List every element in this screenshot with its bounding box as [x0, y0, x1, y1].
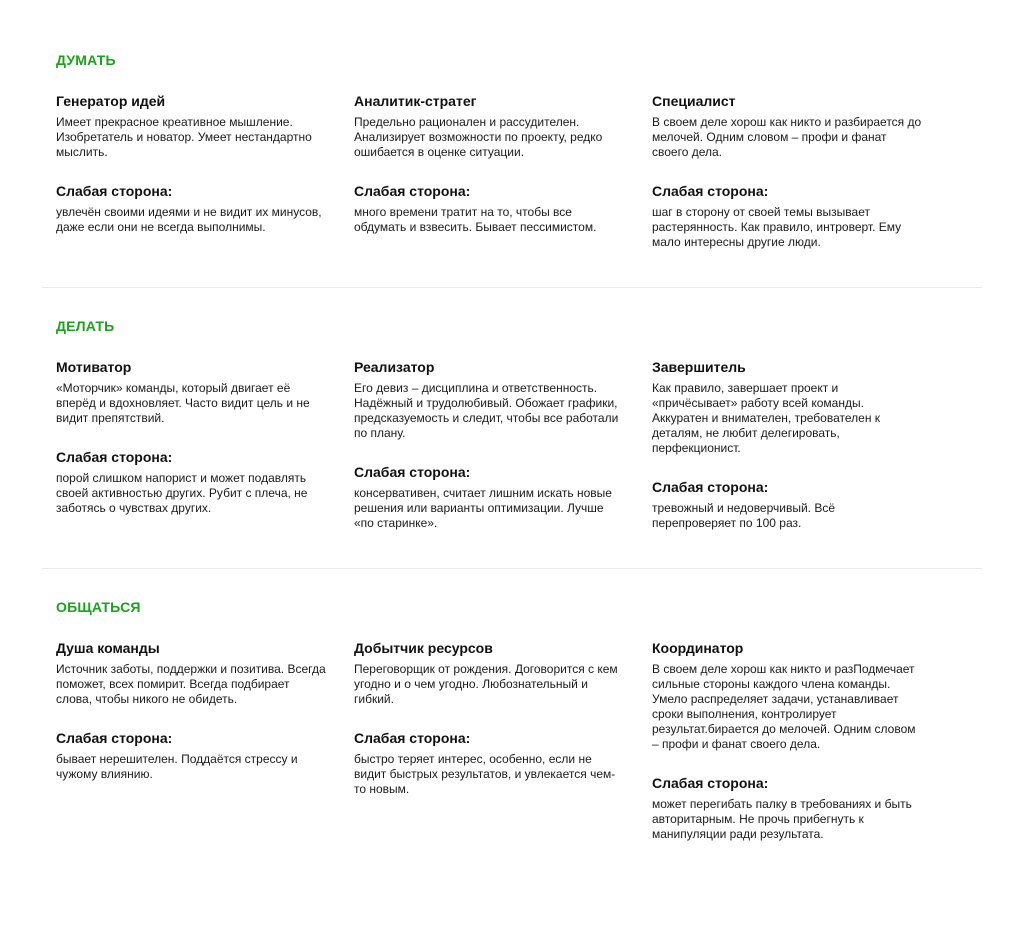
weakness-text: бывает нерешителен. Поддаётся стрессу и чужому влиянию. [56, 752, 298, 781]
weakness-text: может перегибать палку в требованиях и быть авторитарным. Не прочь прибегнуть к манипуляции ради результата. [652, 797, 912, 841]
weakness-label: Слабая сторона: [56, 183, 173, 199]
role-title: Генератор идей [56, 93, 166, 109]
weakness-label: Слабая сторона: [652, 479, 769, 495]
weakness-text: тревожный и недоверчивый. Всё перепроверяет по 100 раз. [652, 501, 836, 530]
role-description: Имеет прекрасное креативное мышление. Изобретатель и новатор. Умеет нестандартно мыслить. [56, 115, 312, 159]
weakness-text: консервативен, считает лишним искать новые решения или варианты оптимизации. Лучше «по старинке». [354, 486, 612, 530]
role-description: Как правило, завершает проект и «причёсывает» работу всей команды. Аккуратен и внимателен, требователен к деталям, не любит делегировать, перфекционист. [652, 381, 881, 455]
role-card [56, 639, 326, 782]
role-description: В своем деле хорош как никто и разбирается до мелочей. Одним словом – профи и фанат своего дела. [652, 115, 922, 159]
section-title: ДУМАТЬ [56, 52, 116, 68]
role-card [652, 92, 922, 250]
role-title: Аналитик-стратег [354, 93, 477, 109]
weakness-label: Слабая сторона: [652, 775, 769, 791]
role-description: «Моторчик» команды, который двигает её вперёд и вдохновляет. Часто видит цель и не видит препятствий. [56, 381, 310, 425]
weakness-label: Слабая сторона: [354, 730, 471, 746]
role-description: Его девиз – дисциплина и ответственность. Надёжный и трудолюбивый. Обожает графики, предсказуемость и следит, чтобы все работали по плану. [354, 381, 619, 440]
role-title: Мотиватор [56, 359, 132, 375]
weakness-text: много времени тратит на то, чтобы все обдумать и взвесить. Бывает пессимистом. [354, 205, 597, 234]
role-card [652, 358, 922, 531]
role-title: Реализатор [354, 359, 435, 375]
role-description: Предельно рационален и рассудителен. Анализирует возможности по проекту, редко ошибается в оценке ситуации. [354, 115, 603, 159]
role-card [354, 92, 624, 235]
role-card [652, 639, 922, 842]
section-title: ОБЩАТЬСЯ [56, 599, 141, 615]
role-card [354, 639, 624, 797]
role-title: Специалист [652, 93, 736, 109]
role-description: Источник заботы, поддержки и позитива. Всегда поможет, всех помирит. Всегда подбирает слова, чтобы никого не обидеть. [56, 662, 326, 706]
role-title: Добытчик ресурсов [354, 640, 493, 656]
weakness-label: Слабая сторона: [56, 449, 173, 465]
section-divider [42, 287, 982, 288]
section-divider [42, 568, 982, 569]
weakness-text: быстро теряет интерес, особенно, если не видит быстрых результатов, и увлекается чем-то новым. [354, 752, 616, 796]
weakness-text: шаг в сторону от своей темы вызывает растерянность. Как правило, интроверт. Ему мало интересны другие люди. [652, 205, 902, 249]
weakness-text: увлечён своими идеями и не видит их минусов, даже если они не всегда выполнимы. [56, 205, 322, 234]
role-title: Координатор [652, 640, 744, 656]
role-card [56, 358, 326, 516]
role-description: В своем деле хорош как никто и разПодмечает сильные стороны каждого члена команды. Умело распределяет задачи, устанавливает сроки выполнения, контролирует результат.бирается до мелочей. Одним словом – профи и фанат своего дела. [652, 662, 916, 751]
role-description: Переговорщик от рождения. Договорится с кем угодно и о чем угодно. Любознательный и гибкий. [354, 662, 618, 706]
weakness-label: Слабая сторона: [354, 464, 471, 480]
weakness-text: порой слишком напорист и может подавлять своей активностью других. Рубит с плеча, не заботясь о чувствах других. [56, 471, 308, 515]
weakness-label: Слабая сторона: [354, 183, 471, 199]
weakness-label: Слабая сторона: [652, 183, 769, 199]
role-card [354, 358, 624, 531]
section-title: ДЕЛАТЬ [56, 318, 115, 334]
weakness-label: Слабая сторона: [56, 730, 173, 746]
role-title: Завершитель [652, 359, 746, 375]
role-title: Душа команды [56, 640, 160, 656]
role-card [56, 92, 326, 235]
